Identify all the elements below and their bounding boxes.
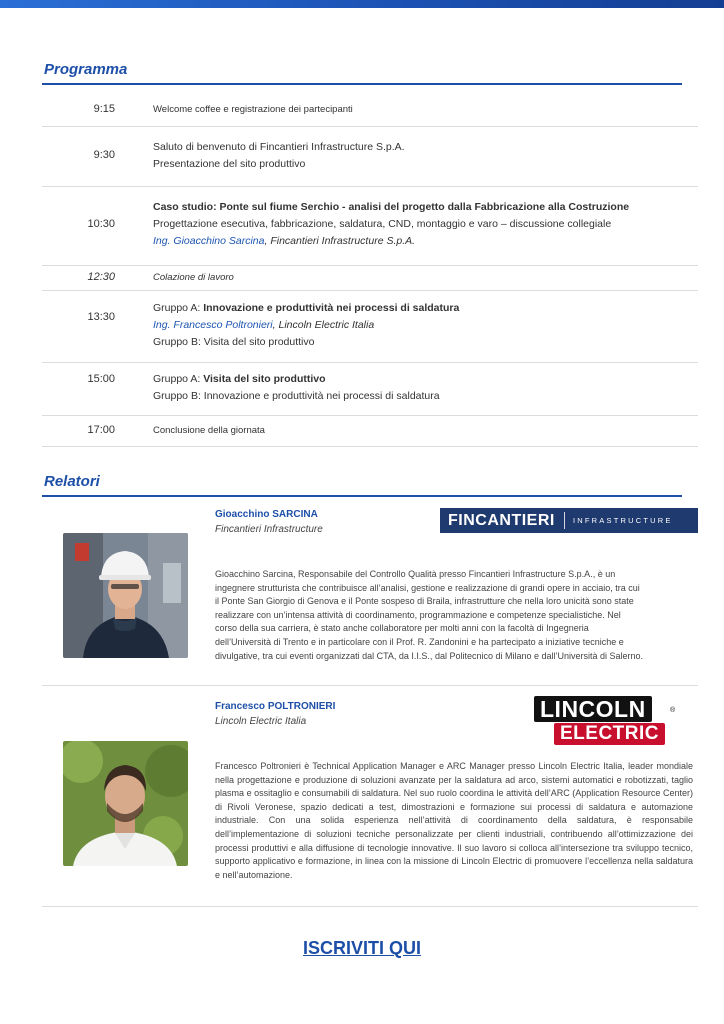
programma-rule <box>42 83 682 85</box>
speaker-name: Ing. Francesco Poltronieri <box>153 319 273 331</box>
lincoln-electric-logo: LINCOLN ® ELECTRIC <box>534 696 690 745</box>
schedule-row <box>42 127 698 187</box>
schedule-row <box>42 291 698 363</box>
schedule-line: Presentazione del sito produttivo <box>153 158 306 170</box>
speaker-name: Ing. Gioacchino Sarcina <box>153 235 265 247</box>
schedule-line: Gruppo B: Innovazione e produttività nei processi di saldatura <box>153 390 440 402</box>
schedule-text: Conclusione della giornata <box>153 425 265 436</box>
speaker-photo-poltronieri <box>63 741 188 866</box>
schedule-text <box>153 139 693 173</box>
top-accent-bar <box>0 0 724 8</box>
speaker-company: , Lincoln Electric Italia <box>272 319 375 331</box>
schedule-line: Progettazione esecutiva, fabbricazione, saldatura, CND, montaggio e varo – discussione collegiale <box>153 218 612 230</box>
schedule-line: Gruppo B: Visita del sito produttivo <box>153 336 315 348</box>
relatori-title: Relatori <box>44 473 100 490</box>
schedule-time: 17:00 <box>87 424 115 436</box>
schedule-time: 15:00 <box>87 373 115 385</box>
schedule-time: 12:30 <box>87 271 115 283</box>
group-title: Innovazione e produttività nei processi di saldatura <box>203 302 460 314</box>
case-study-title: Caso studio: Ponte sul fiume Serchio - analisi del progetto dalla Fabbricazione alla Costruzione <box>153 201 630 213</box>
schedule-row <box>42 416 698 447</box>
speaker-bio-poltronieri: Francesco Poltronieri è Technical Application Manager e ARC Manager presso Lincoln Electric Italia, leader mondiale nella progettazione e produzione di soluzioni avanzate per la saldatura ad arco, sistemi automatici e robotizzati, taglio plasma e ossitaglio e consumabili di saldatura. Nel suo ruolo coordina le attività dell’ARC (Application Resource Center) di Rivoli Veronese, spazio dedicati a test, dimostrazioni e formazione sui processi di saldatura e automazione industriale. Con una solida esperienza nell’attività di coordinamento della saldatura, è responsabile dell’implementazione di soluzioni tecniche personalizzate per clienti industriali, contribuendo all’ottimizzazione dei processi produttivi e alla diffusione di tecnologie innovative. Il suo lavoro si colloca all’intersezione tra sviluppo tecnico, supporto applicativo e formazione, in linea con la missione di Lincoln Electric di promuovere l’eccellenza nella saldatura e nell’automazione. <box>215 761 693 880</box>
schedule-row <box>42 187 698 266</box>
speaker-company-poltronieri: Lincoln Electric Italia <box>215 716 307 727</box>
speaker-bio-sarcina: Gioacchino Sarcina, Responsabile del Controllo Qualità presso Fincantieri Infrastructure S.p.A., è un ingegnere strutturista che contribuisce all’analisi, gestione e realizzazione di grandi opere in acciaio, tra cui il Ponte San Giorgio di Genova e il Ponte sospeso di Braila, infrastrutture che nella loro unicità sono state realizzare con un’intensa attività di coordinamento, programmazione e competenze specialistiche. Nel corso della sua carriera, è stato anche collaboratore per molti anni con la facoltà di Ingegneria dell’Università di Trento e in particolare con il Prof. R. Zandonini e ha partecipato a iniziative tecniche e divulgative, tra cui eventi organizzati dal CTA, da I.I.S., dal Politecnico di Milano e dall’Università di Salerno. <box>215 569 644 661</box>
programma-title: Programma <box>44 61 128 78</box>
register-link[interactable]: ISCRIVITI QUI <box>302 938 421 958</box>
schedule-time: 10:30 <box>87 218 115 230</box>
speaker-company-sarcina: Fincantieri Infrastructure <box>215 524 323 535</box>
speaker-name-sarcina: Gioacchino SARCINA <box>215 509 318 520</box>
group-title: Visita del sito produttivo <box>203 373 326 385</box>
schedule-row <box>42 94 698 127</box>
cta-container <box>0 938 724 959</box>
speaker-divider <box>42 685 698 686</box>
schedule-row <box>42 266 698 291</box>
schedule-text <box>153 199 693 250</box>
speaker-photo-sarcina <box>63 533 188 658</box>
schedule-time: 9:15 <box>93 103 115 115</box>
group-label: Gruppo A: <box>153 373 204 385</box>
relatori-rule <box>42 495 682 497</box>
footer-divider <box>42 906 698 907</box>
schedule-line: Saluto di benvenuto di Fincantieri Infrastructure S.p.A. <box>153 141 405 153</box>
group-label: Gruppo A: <box>153 302 204 314</box>
speaker-company: , Fincantieri Infrastructure S.p.A. <box>264 235 416 247</box>
schedule-text: Welcome coffee e registrazione dei partecipanti <box>153 104 353 115</box>
speaker-name-poltronieri: Francesco POLTRONIERI <box>215 701 336 712</box>
schedule-text: Colazione di lavoro <box>153 272 234 283</box>
schedule-text <box>153 371 693 405</box>
schedule-row <box>42 363 698 416</box>
schedule-time: 9:30 <box>93 149 115 161</box>
fincantieri-logo: FINCANTIERI INFRASTRUCTURE <box>440 508 698 533</box>
schedule-time: 13:30 <box>87 311 115 323</box>
schedule-text <box>153 300 693 351</box>
